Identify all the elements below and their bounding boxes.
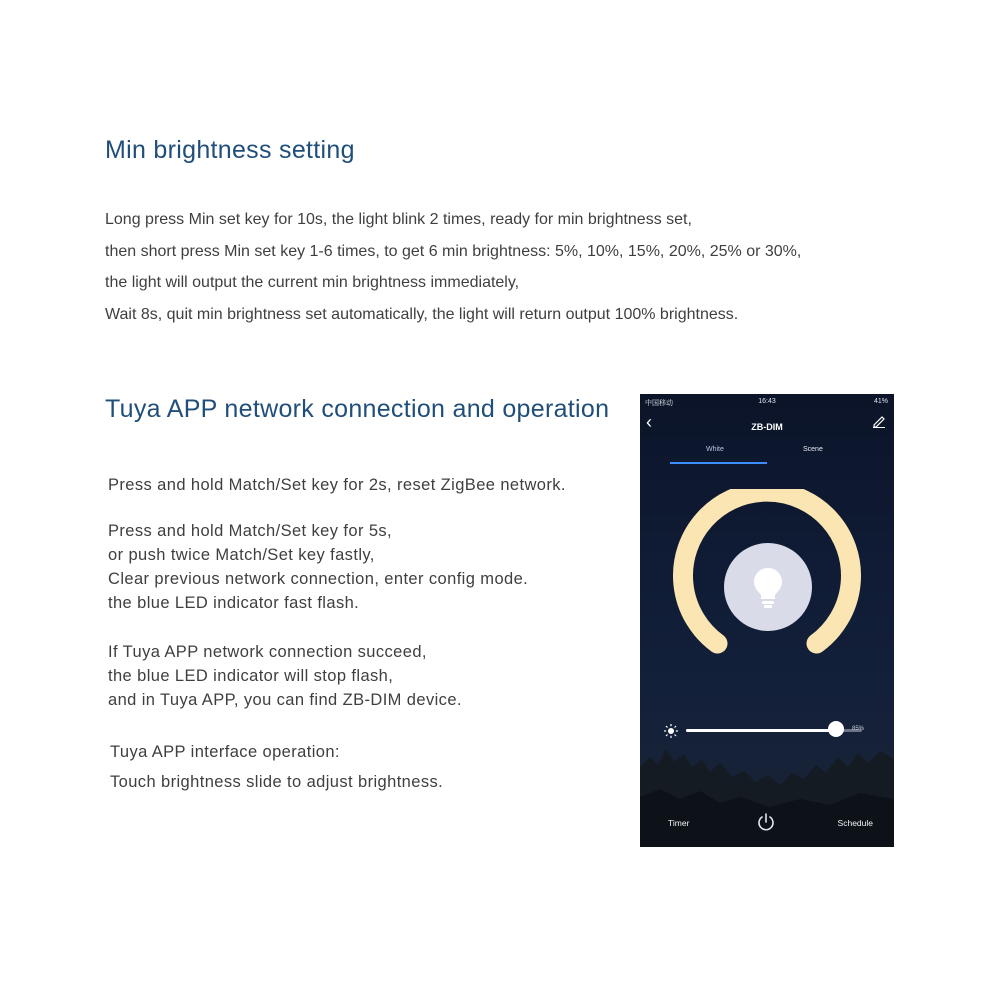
brightness-slider-fill bbox=[686, 729, 836, 732]
section-title-min-brightness: Min brightness setting bbox=[105, 136, 355, 164]
status-bar bbox=[640, 397, 894, 409]
text-line: and in Tuya APP, you can find ZB-DIM device. bbox=[108, 691, 462, 709]
config-mode-instructions bbox=[108, 519, 528, 615]
brightness-slider-knob[interactable] bbox=[828, 721, 844, 737]
text-line: Clear previous network connection, enter config mode. bbox=[108, 570, 529, 588]
min-brightness-instructions bbox=[105, 204, 801, 330]
section-title-tuya-app: Tuya APP network connection and operation bbox=[105, 395, 610, 423]
clock: 16:43 bbox=[758, 398, 776, 405]
brightness-value: 85% bbox=[852, 726, 865, 732]
text-line: Press and hold Match/Set key for 2s, reset ZigBee network. bbox=[108, 476, 566, 494]
app-screenshot bbox=[640, 394, 894, 847]
text-line: the blue LED indicator will stop flash, bbox=[108, 667, 394, 685]
connection-success-instructions bbox=[108, 640, 462, 712]
text-line: Long press Min set key for 10s, the light blink 2 times, ready for min brightness set, bbox=[105, 211, 692, 228]
tab-scene[interactable]: Scene bbox=[803, 446, 823, 453]
bulb-icon bbox=[745, 562, 791, 612]
back-icon[interactable]: ‹ bbox=[646, 412, 652, 432]
text-line: Wait 8s, quit min brightness set automatically, the light will return output 100% brightness. bbox=[105, 305, 739, 323]
tab-white[interactable]: White bbox=[706, 446, 724, 453]
schedule-button[interactable]: Schedule bbox=[837, 818, 873, 828]
text-line: Touch brightness slide to adjust brightness. bbox=[110, 773, 444, 791]
text-line: the light will output the current min brightness immediately, bbox=[105, 274, 520, 291]
power-icon[interactable] bbox=[756, 812, 776, 832]
app-operation-instructions bbox=[110, 737, 443, 797]
text-line: If Tuya APP network connection succeed, bbox=[108, 643, 427, 661]
text-line: then short press Min set key 1-6 times, to get 6 min brightness: 5%, 10%, 15%, 20%, 25% or 30%, bbox=[105, 242, 802, 260]
text-line: Tuya APP interface operation: bbox=[110, 743, 340, 761]
text-line: Press and hold Match/Set key for 5s, bbox=[108, 522, 393, 540]
reset-instructions bbox=[108, 473, 566, 497]
text-line: or push twice Match/Set key fastly, bbox=[108, 546, 375, 564]
timer-button[interactable]: Timer bbox=[668, 818, 690, 828]
sun-icon bbox=[664, 724, 678, 738]
carrier-label: 中国移动 bbox=[645, 400, 673, 407]
edit-icon[interactable] bbox=[872, 416, 886, 428]
battery-label: 41% bbox=[873, 398, 888, 405]
active-tab-indicator bbox=[670, 462, 767, 464]
text-line: the blue LED indicator fast flash. bbox=[108, 594, 360, 612]
device-title: ZB-DIM bbox=[751, 422, 783, 432]
